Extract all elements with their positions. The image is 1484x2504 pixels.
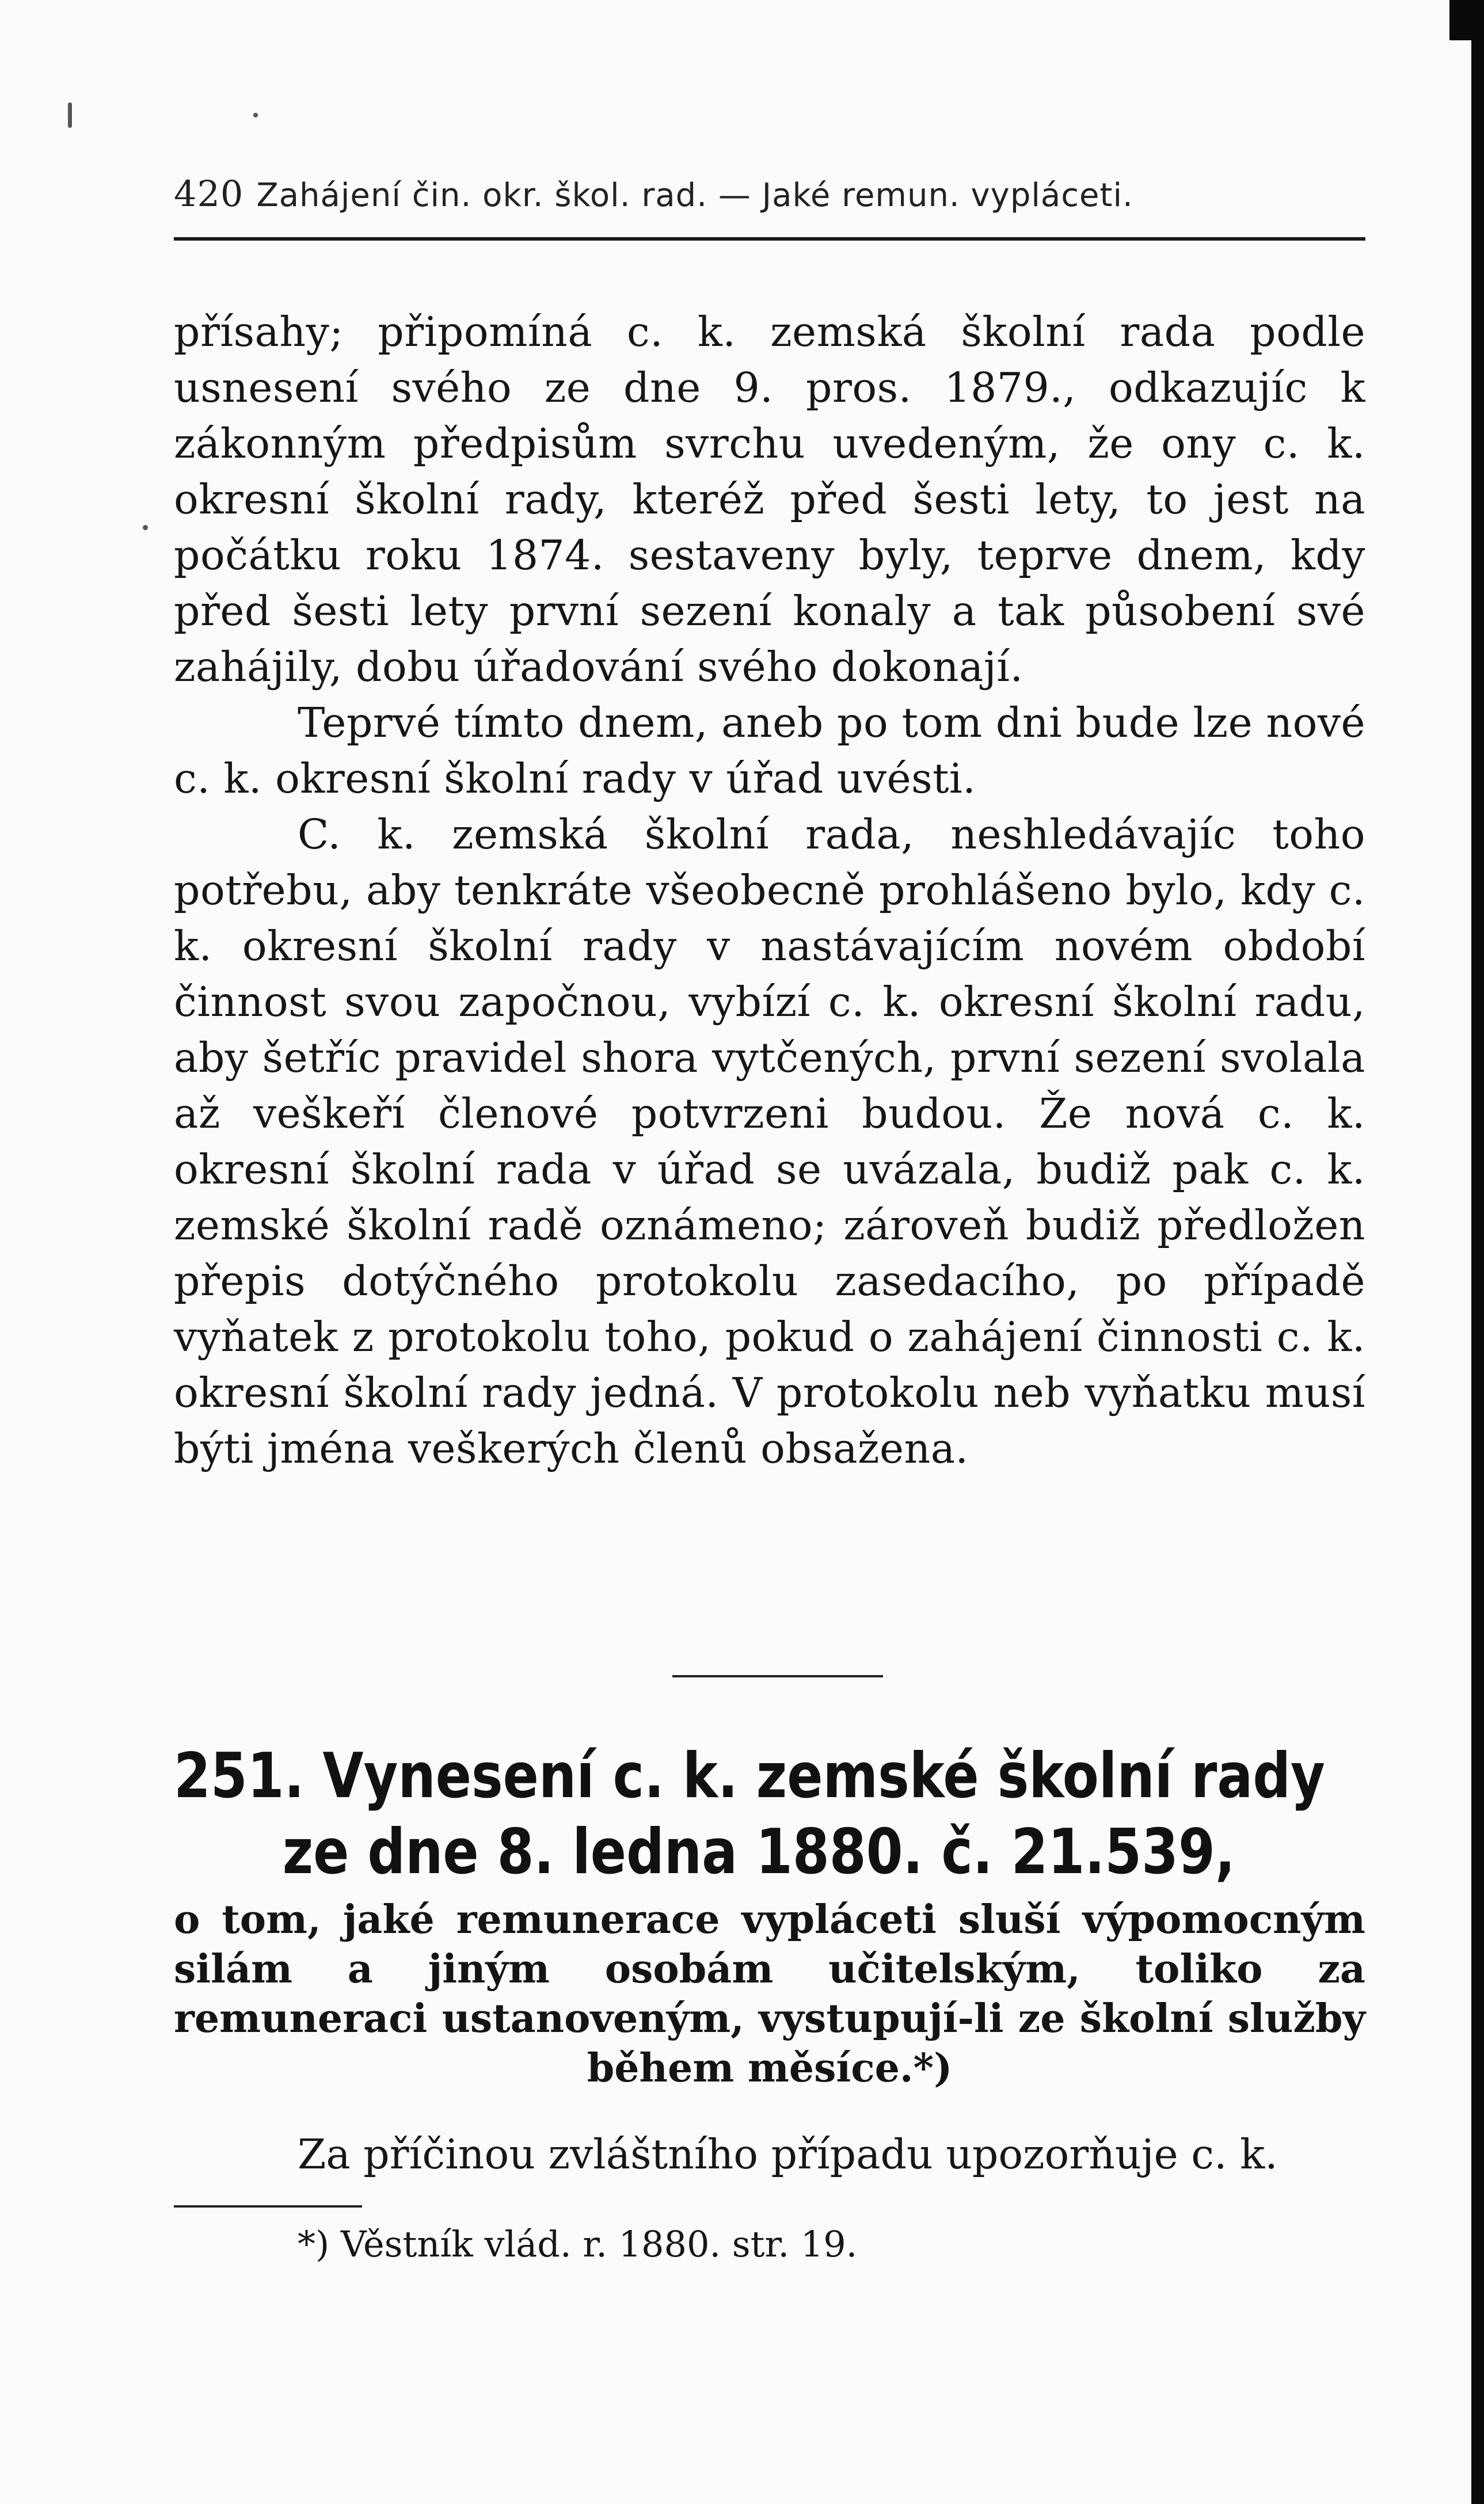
scan-speck: [253, 113, 258, 117]
section-heading-line: ze dne 8. ledna 1880. č. 21.539,: [282, 1816, 1235, 1888]
scan-speck: [143, 525, 148, 530]
paragraph: C. k. zemská školní rada, neshledávajíc toho potřebu, aby tenkráte všeobecně prohlášeno bylo, kdy c. k. okresní školní rady v nastávajícím novém období činnost svou započnou, vybízí c. k. okresní školní radu, aby šetříc pravidel shora vytčených, první sezení svolala až veškeří členové potvrzeni budou. Že nová c. k. okresní školní rada v úřad se uvázala, budiž pak c. k. zemské školní radě oznámeno; zároveň budiž předložen přepis dotýčného protokolu zasedacího, po případě vyňatek z protokolu toho, pokud o zahájení činnosti c. k. okresní školní rady jedná. V protokolu neb vyňatku musí býti jména veškerých členů obsažena.: [174, 810, 1365, 1472]
running-title: Zahájení čin. okr. škol. rad. — Jaké remun. vypláceti.: [256, 177, 1133, 214]
scan-speck: [68, 102, 72, 128]
paragraph: Teprvé tímto dnem, aneb po tom dni bude lze nové c. k. okresní školní rady v úřad uvésti.: [174, 699, 1365, 802]
paragraph: přísahy; připomíná c. k. zemská školní rada podle usnesení svého ze dne 9. pros. 1879., odkazujíc k zákonným předpisům svrchu uvedeným, že ony c. k. okresní školní rady, kteréž před šesti lety, to jest na počátku roku 1874. sestaveny byly, teprve dnem, kdy před šesti lety první sezení konaly a tak působení své zahájily, dobu úřadování svého dokonají.: [174, 308, 1365, 691]
section-intro-text: Za příčinou zvláštního případu upozorňuje c. k.: [298, 2130, 1278, 2178]
page-number: 420: [174, 173, 244, 215]
scan-corner: [1449, 0, 1484, 40]
section-heading-line: 251. Vynesení c. k. zemské školní rady: [174, 1740, 1325, 1812]
running-header: [174, 173, 1365, 215]
footnote-rule: [174, 2205, 362, 2208]
body-text: [174, 304, 1365, 1476]
section-divider: [672, 1675, 883, 1677]
header-rule: [174, 237, 1365, 241]
section-heading: [174, 1738, 1365, 1890]
section-subheading: o tom, jaké remunerace vypláceti sluší výpomocným silám a jiným osobám učitelským, toliko za remuneraci ustanoveným, vystupují-li ze školní služby během měsíce.*): [174, 1897, 1365, 2091]
footnote: *) Věstník vlád. r. 1880. str. 19.: [298, 2223, 858, 2265]
scan-edge: [1471, 0, 1484, 2504]
